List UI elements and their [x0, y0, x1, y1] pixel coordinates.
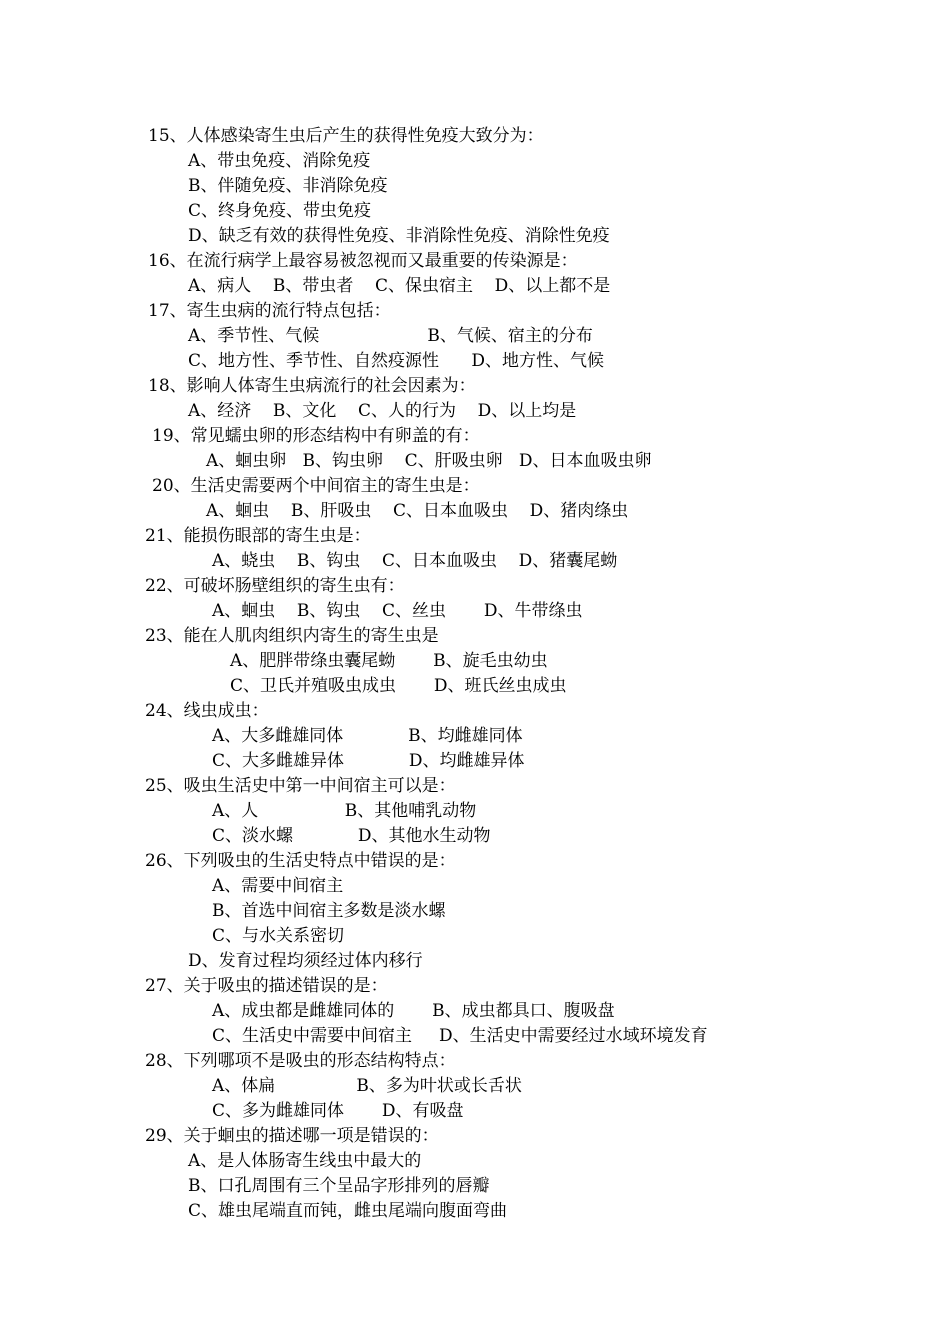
- option-line: A、带虫免疫、消除免疫: [188, 151, 371, 171]
- question-25: 25、吸虫生活史中第一中间宿主可以是：: [145, 776, 456, 796]
- question-20: 20、生活史需要两个中间宿主的寄生虫是：: [152, 476, 480, 496]
- option-line: A、季节性、气候 B、气候、宿主的分布: [188, 326, 593, 346]
- question-18: 18、影响人体寄生虫病流行的社会因素为：: [148, 376, 476, 396]
- option-line: C、雄虫尾端直而钝，雌虫尾端向腹面弯曲: [188, 1201, 508, 1221]
- question-28: 28、下列哪项不是吸虫的形态结构特点：: [145, 1051, 456, 1071]
- question-29: 29、关于蛔虫的描述哪一项是错误的：: [145, 1126, 439, 1146]
- option-line: C、地方性、季节性、自然疫源性 D、地方性、气候: [188, 351, 605, 371]
- option-line: A、蛲虫 B、钩虫 C、日本血吸虫 D、猪囊尾蚴: [212, 551, 618, 571]
- option-line: A、蛔虫 B、钩虫 C、丝虫 D、牛带绦虫: [212, 601, 583, 621]
- question-26: 26、下列吸虫的生活史特点中错误的是：: [145, 851, 456, 871]
- option-line: C、生活史中需要中间宿主 D、生活史中需要经过水域环境发育: [212, 1026, 708, 1046]
- option-line: C、终身免疫、带虫免疫: [188, 201, 372, 221]
- question-17: 17、寄生虫病的流行特点包括：: [148, 301, 391, 321]
- option-line: A、体扁 B、多为叶状或长舌状: [212, 1076, 522, 1096]
- question-24: 24、线虫成虫：: [145, 701, 269, 721]
- question-15: 15、人体感染寄生虫后产生的获得性免疫大致分为：: [148, 126, 544, 146]
- option-line: A、人 B、其他哺乳动物: [212, 801, 477, 821]
- question-16: 16、在流行病学上最容易被忽视而又最重要的传染源是：: [148, 251, 578, 271]
- question-27: 27、关于吸虫的描述错误的是：: [145, 976, 388, 996]
- option-line: C、淡水螺 D、其他水生动物: [212, 826, 491, 846]
- option-line: C、与水关系密切: [212, 926, 345, 946]
- option-line: C、大多雌雄异体 D、均雌雄异体: [212, 751, 525, 771]
- option-line: B、口孔周围有三个呈品字形排列的唇瓣: [188, 1176, 490, 1196]
- option-line: A、经济 B、文化 C、人的行为 D、以上均是: [188, 401, 577, 421]
- question-21: 21、能损伤眼部的寄生虫是：: [145, 526, 371, 546]
- question-22: 22、可破坏肠壁组织的寄生虫有：: [145, 576, 405, 596]
- option-line: A、大多雌雄同体 B、均雌雄同体: [212, 726, 523, 746]
- option-line: B、伴随免疫、非消除免疫: [188, 176, 388, 196]
- option-line: A、病人 B、带虫者 C、保虫宿主 D、以上都不是: [188, 276, 611, 296]
- option-line: D、缺乏有效的获得性免疫、非消除性免疫、消除性免疫: [188, 226, 610, 246]
- option-line: C、卫氏并殖吸虫成虫 D、班氏丝虫成虫: [230, 676, 567, 696]
- option-line: A、成虫都是雌雄同体的 B、成虫都具口、腹吸盘: [212, 1001, 615, 1021]
- option-line: A、肥胖带绦虫囊尾蚴 B、旋毛虫幼虫: [230, 651, 548, 671]
- question-23: 23、能在人肌肉组织内寄生的寄生虫是: [145, 626, 439, 646]
- option-line: D、发育过程均须经过体内移行: [188, 951, 423, 971]
- option-line: A、蛔虫卵 B、钩虫卵 C、肝吸虫卵 D、日本血吸虫卵: [206, 451, 652, 471]
- option-line: A、需要中间宿主: [212, 876, 344, 896]
- option-line: A、是人体肠寄生线虫中最大的: [188, 1151, 422, 1171]
- option-line: B、首选中间宿主多数是淡水螺: [212, 901, 446, 921]
- option-line: C、多为雌雄同体 D、有吸盘: [212, 1101, 464, 1121]
- question-19: 19、常见蠕虫卵的形态结构中有卵盖的有：: [152, 426, 480, 446]
- option-line: A、蛔虫 B、肝吸虫 C、日本血吸虫 D、猪肉绦虫: [206, 501, 629, 521]
